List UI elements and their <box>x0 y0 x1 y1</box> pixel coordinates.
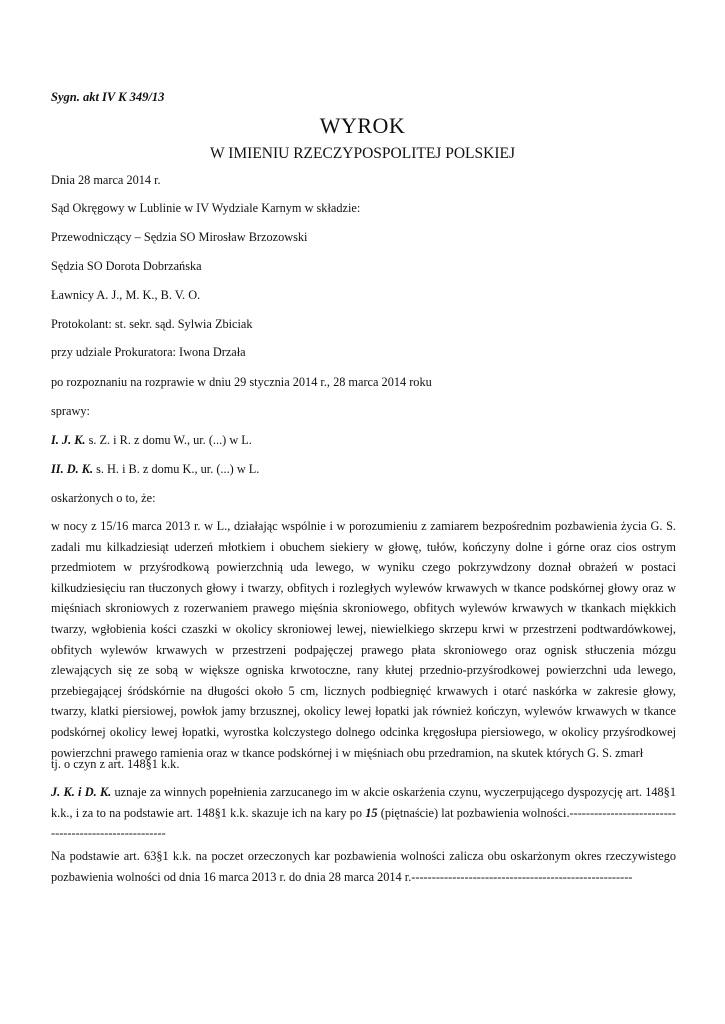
prosecutor: przy udziale Prokuratora: Iwona Drzała <box>51 345 246 359</box>
hearing-dates: po rozpoznaniu na rozprawie w dniu 29 stycznia 2014 r., 28 marca 2014 roku <box>51 375 432 389</box>
case-signature: Sygn. akt IV K 349/13 <box>51 90 165 104</box>
verdict-defendants: J. K. i D. K. <box>51 785 112 799</box>
verdict-text-end: (piętnaście) lat pozbawienia wolności.------------------------------------------------------ <box>51 805 676 841</box>
document-title: WYROK <box>319 113 406 138</box>
defendant-1-details: s. Z. i R. z domu W., ur. (...) w L. <box>85 433 252 447</box>
accusation-label: oskarżonych o to, że: <box>51 491 156 505</box>
court-clerk: Protokolant: st. sekr. sąd. Sylwia Zbiciak <box>51 317 253 331</box>
defendant-1-name: I. J. K. <box>51 433 86 447</box>
defendant-2 <box>51 459 676 479</box>
defendant-2-name: II. D. K. <box>51 462 94 476</box>
accusation-text: w nocy z 15/16 marca 2013 r. w L., działając wspólnie i w porozumieniu z zamiarem bezpośrednim pozbawienia życia G. S. zadali mu kilkadziesiąt uderzeń młotkiem i obuchem siekiery w głowę, tułów, kończyny dolne i górne oraz cios ostrym przedmiotem w przyśrodkową powierzchnią uda lewego, w wyniku czego pokrzywdzony doznał obrażeń w postaci kilkudziesięciu ran tłuczonych głowy i twarzy, obfitych i rozległych wylewów krwawych w tkance podskórnej głowy oraz w mięśniach skroniowych z rozerwaniem prawego mięśnia skroniowego, obfitych wylewów krwawych w tkankach miękkich twarzy, wgłobienia kości czaszki w okolicy skroniowej lewej, niewielkiego skrzepu krwi w przestrzeni podtwardówkowej, obfitych wylewów krwawych w przestrzeni podpajęczej prawego płata skroniowego oraz ognisk stłuczenia mózgu zlewających się ze sobą w większe ogniska krwotoczne, rany kłutej przednio-przyśrodkowej powierzchni uda lewego, przebiegającej śródskórnie na długości około 5 cm, licznych podbiegnięć krwawych i otarć naskórka w zakresie głowy, twarzy, klatki piersiowej, powłok jamy brzusznej, okolicy lewej łopatki jak również kończyn, wylewów krwawych w tkance podskórnej okolicy lewej łopatki, wyrostka kolczystego dolnego odcinka kręgosłupa piersiowego, w okolicy przyśrodkowej powierzchni prawego ramienia oraz w tkance podskórnej i w mięśniach obu przedramion, na skutek których G. S. zmarł <box>51 519 676 760</box>
verdict-paragraph <box>51 782 676 844</box>
judge: Sędzia SO Dorota Dobrzańska <box>51 259 202 273</box>
defendant-1 <box>51 430 676 450</box>
presiding-judge: Przewodniczący – Sędzia SO Mirosław Brzozowski <box>51 230 308 244</box>
case-label: sprawy: <box>51 404 90 418</box>
detention-credit-paragraph: Na podstawie art. 63§1 k.k. na poczet orzeczonych kar pozbawienia wolności zalicza obu oskarżonym okres rzeczywistego pozbawienia wolności od dnia 16 marca 2013 r. do dnia 28 marca 2014 r.------------------------------------------------------ <box>51 849 676 884</box>
verdict-text: uznaje za winnych popełnienia zarzucanego im w akcie oskarżenia czynu, wyczerpującego dyspozycję art. 148§1 k.k., i za to na podstawie art. 148§1 k.k. skazuje ich na kary po <box>51 785 676 820</box>
sentence-years: 15 <box>365 805 378 820</box>
lay-judges: Ławnicy A. J., M. K., B. V. O. <box>51 288 201 302</box>
document-subtitle: W IMIENIU RZECZYPOSPOLITEJ POLSKIEJ <box>210 145 515 162</box>
defendant-2-details: s. H. i B. z domu K., ur. (...) w L. <box>93 462 260 476</box>
legal-qualification: tj. o czyn z art. 148§1 k.k. <box>51 757 180 771</box>
court-composition: Sąd Okręgowy w Lublinie w IV Wydziale Karnym w składzie: <box>51 201 361 215</box>
judgment-date: Dnia 28 marca 2014 r. <box>51 173 161 187</box>
